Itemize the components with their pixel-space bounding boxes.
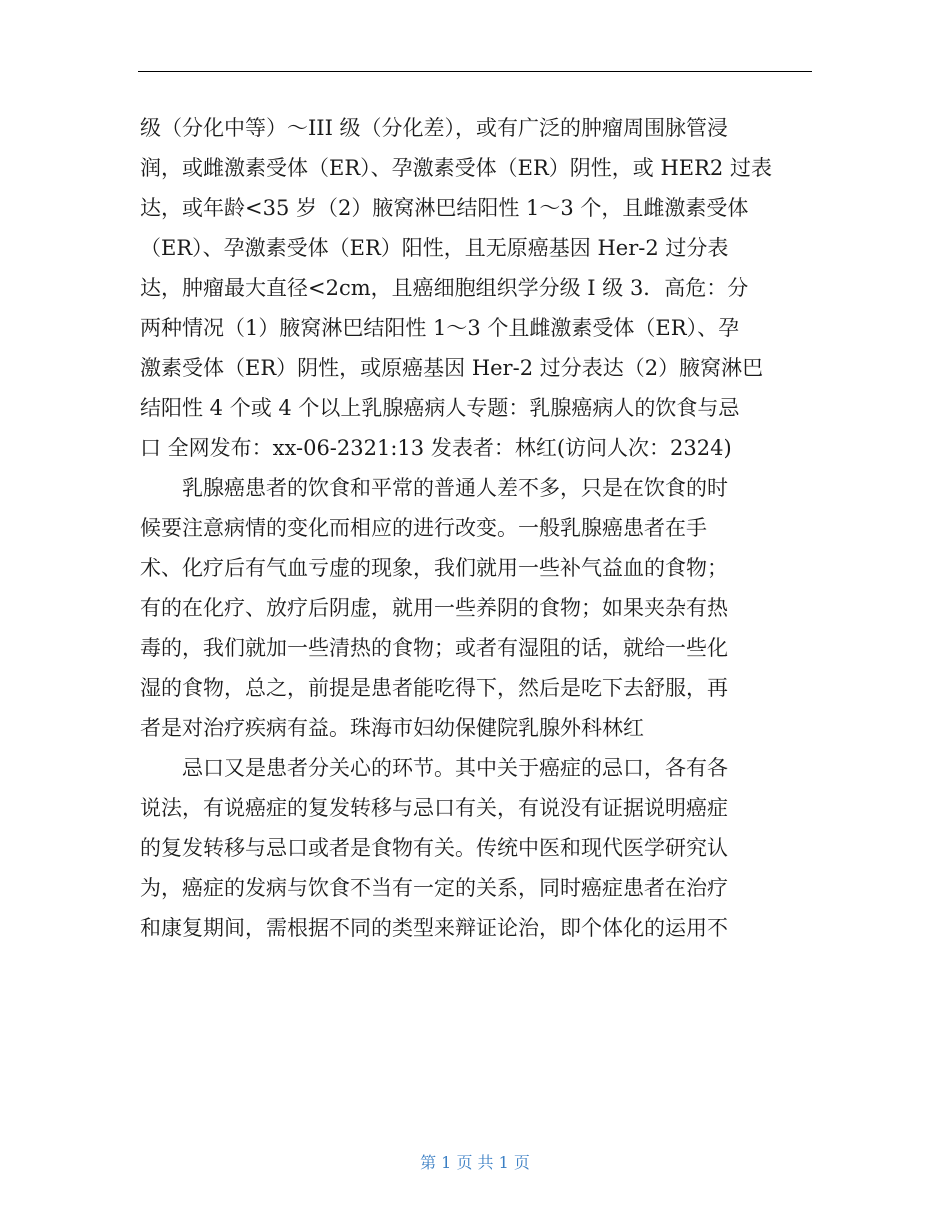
text-line-15: 湿的食物，总之，前提是患者能吃得下，然后是吃下去舒服，再 bbox=[140, 676, 728, 700]
text-line-9: 口 全网发布：xx-06-2321:13 发表者：林红(访问人次：2324) bbox=[140, 436, 732, 460]
page-number-label: 第 1 页 共 1 页 bbox=[420, 1153, 530, 1172]
text-line-17: 忌口又是患者分关心的环节。其中关于癌症的忌口，各有各 bbox=[140, 756, 728, 780]
document-body bbox=[140, 108, 814, 948]
text-line-13: 有的在化疗、放疗后阴虚，就用一些养阴的食物；如果夹杂有热 bbox=[140, 596, 728, 620]
header-rule bbox=[138, 71, 812, 72]
text-line-20: 为，癌症的发病与饮食不当有一定的关系，同时癌症患者在治疗 bbox=[140, 876, 728, 900]
page-footer bbox=[0, 1150, 950, 1173]
text-line-19: 的复发转移与忌口或者是食物有关。传统中医和现代医学研究认 bbox=[140, 836, 728, 860]
text-line-11: 候要注意病情的变化而相应的进行改变。一般乳腺癌患者在手 bbox=[140, 516, 707, 540]
text-line-5: 达，肿瘤最大直径<2cm，且癌细胞组织学分级 I 级 3．高危：分 bbox=[140, 276, 749, 300]
text-line-14: 毒的，我们就加一些清热的食物；或者有湿阻的话，就给一些化 bbox=[140, 636, 728, 660]
text-line-4: （ER）、孕激素受体（ER）阳性，且无原癌基因 Her-2 过分表 bbox=[140, 236, 729, 260]
text-line-2: 润，或雌激素受体（ER）、孕激素受体（ER）阴性，或 HER2 过表 bbox=[140, 156, 772, 180]
text-line-6: 两种情况（1）腋窝淋巴结阳性 1～3 个且雌激素受体（ER）、孕 bbox=[140, 316, 740, 340]
text-line-21: 和康复期间，需根据不同的类型来辩证论治，即个体化的运用不 bbox=[140, 916, 728, 940]
text-line-16: 者是对治疗疾病有益。珠海市妇幼保健院乳腺外科林红 bbox=[140, 716, 644, 740]
text-line-10: 乳腺癌患者的饮食和平常的普通人差不多，只是在饮食的时 bbox=[140, 476, 728, 500]
text-line-3: 达，或年龄<35 岁（2）腋窝淋巴结阳性 1～3 个，且雌激素受体 bbox=[140, 196, 749, 220]
text-line-18: 说法，有说癌症的复发转移与忌口有关，有说没有证据说明癌症 bbox=[140, 796, 728, 820]
text-line-8: 结阳性 4 个或 4 个以上乳腺癌病人专题：乳腺癌病人的饮食与忌 bbox=[140, 396, 740, 420]
text-line-7: 激素受体（ER）阴性，或原癌基因 Her-2 过分表达（2）腋窝淋巴 bbox=[140, 356, 764, 380]
text-line-12: 术、化疗后有气血亏虚的现象，我们就用一些补气益血的食物； bbox=[140, 556, 728, 580]
text-line-1: 级（分化中等）～III 级（分化差），或有广泛的肿瘤周围脉管浸 bbox=[140, 116, 729, 140]
